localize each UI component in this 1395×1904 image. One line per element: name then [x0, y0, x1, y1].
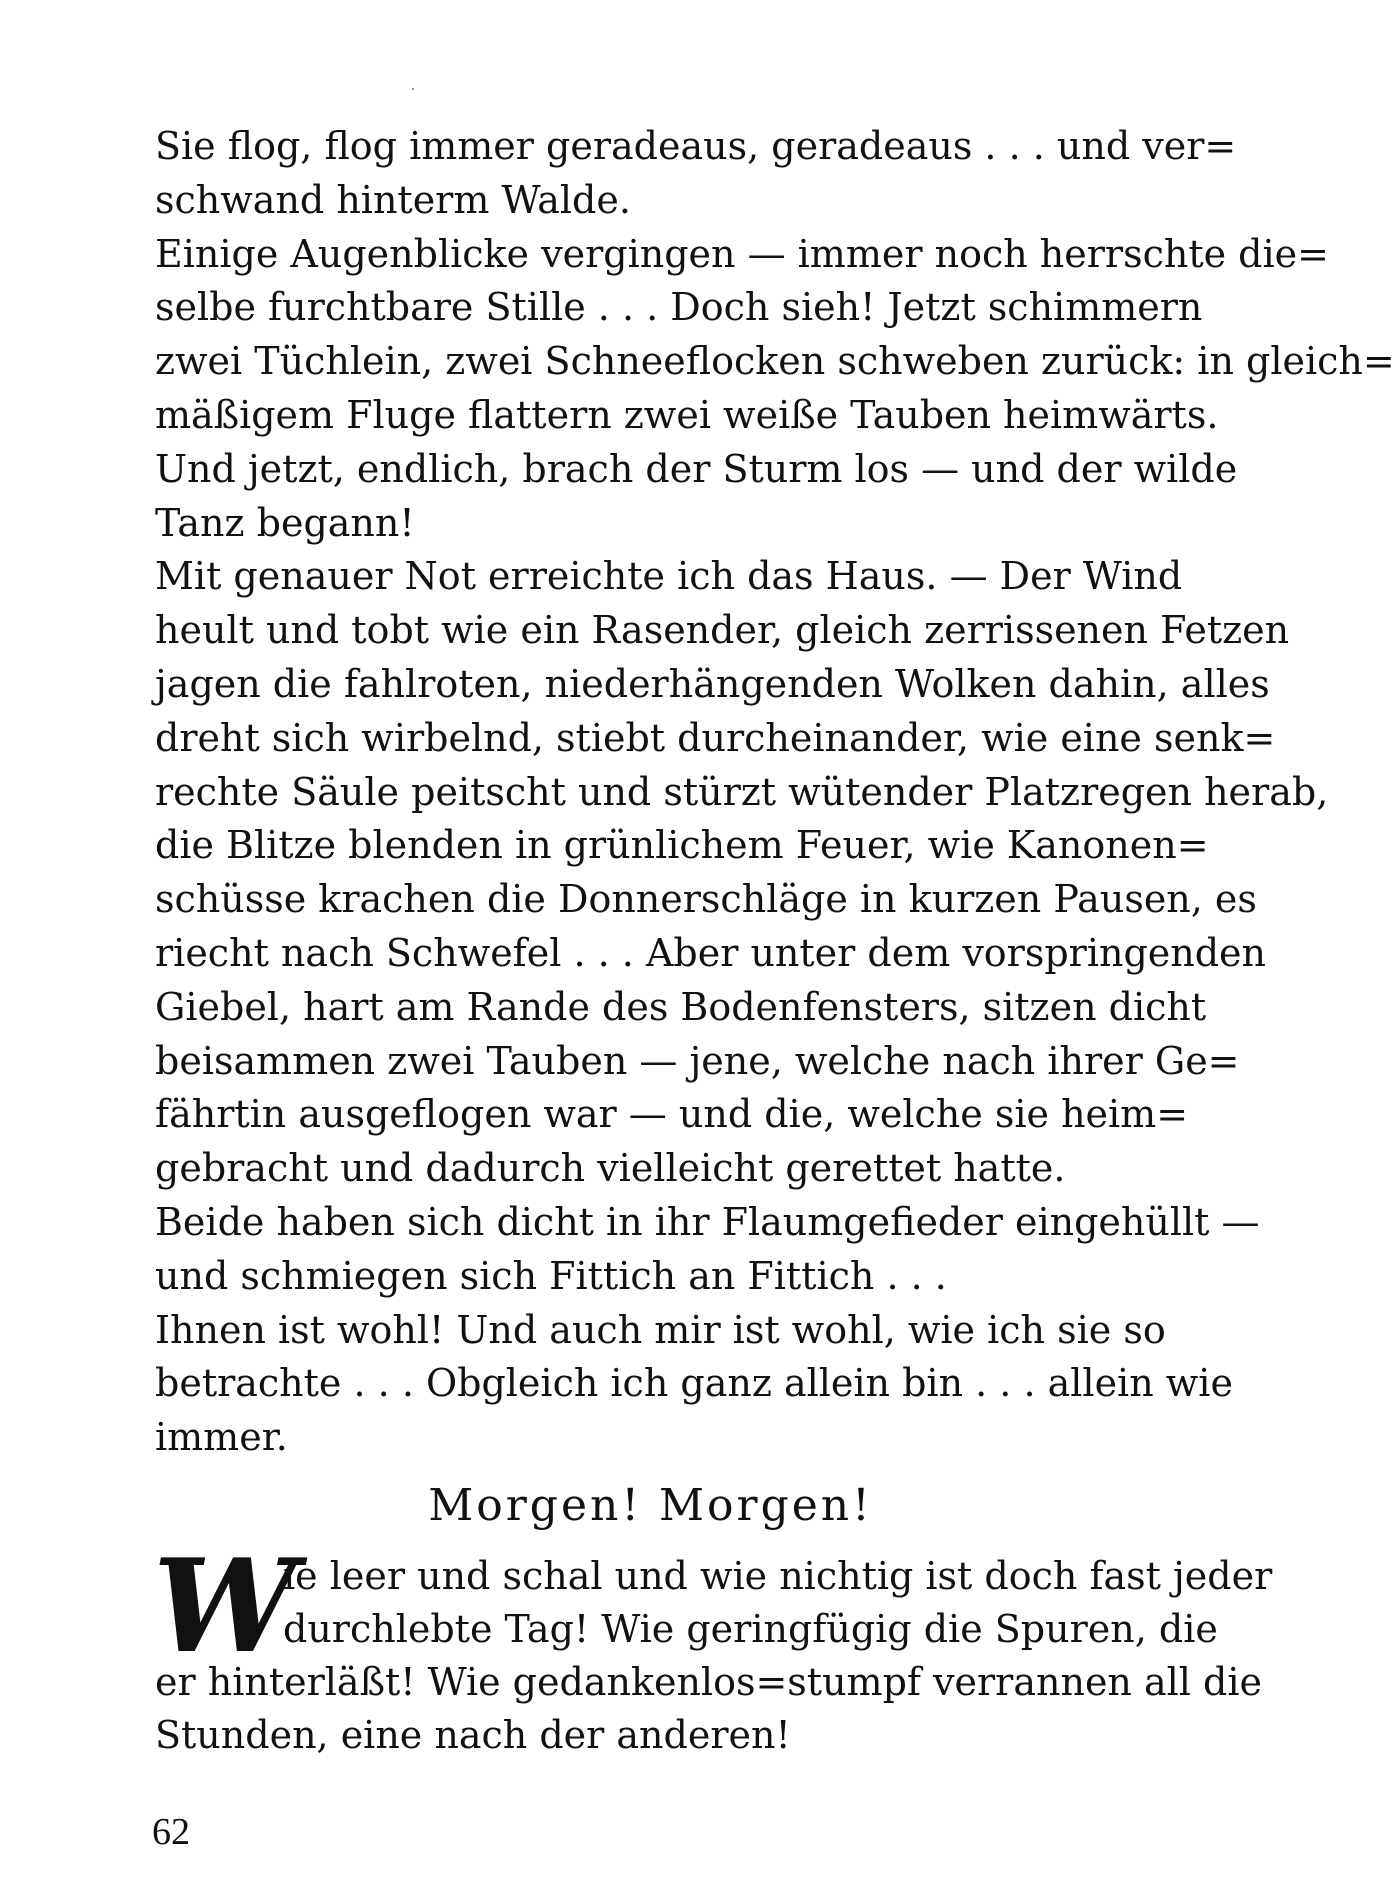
body-line: er hinterläßt! Wie gedankenlos=stumpf verrannen all die	[155, 1660, 1262, 1704]
chapter-text	[153, 1532, 1273, 1762]
body-line: Mit genauer Not erreichte ich das Haus. — Der Wind	[155, 554, 1183, 599]
body-line: die Blitze blenden in grünlichem Feuer, wie Kanonen=	[155, 823, 1209, 868]
body-line: schüsse krachen die Donnerschläge in kurzen Pausen, es	[155, 877, 1257, 922]
chapter-heading: Morgen! Morgen!	[428, 1480, 873, 1531]
body-line: immer.	[155, 1415, 288, 1460]
body-line: Stunden, eine nach der anderen!	[155, 1713, 791, 1757]
body-line: jagen die fahlroten, niederhängenden Wolken dahin, alles	[155, 661, 1270, 706]
body-text	[155, 120, 1395, 1465]
body-line: betrachte . . . Obgleich ich ganz allein bin . . . allein wie	[155, 1361, 1233, 1406]
body-line: Beide haben sich dicht in ihr Flaumgefieder eingehüllt —	[155, 1199, 1260, 1244]
paper-speck	[412, 88, 414, 90]
body-line: zwei Tüchlein, zwei Schneeflocken schweben zurück: in gleich=	[155, 339, 1395, 384]
page-number: 62	[152, 1811, 190, 1853]
body-line: ie leer und schal und wie nichtig ist doch fast jeder	[283, 1554, 1273, 1598]
drop-cap-initial: W	[153, 1532, 297, 1682]
body-line: Ihnen ist wohl! Und auch mir ist wohl, wie ich sie so	[155, 1307, 1166, 1352]
body-line: heult und tobt wie ein Rasender, gleich zerrissenen Fetzen	[155, 608, 1290, 653]
body-line: schwand hinterm Walde.	[155, 177, 631, 222]
body-line: mäßigem Fluge flattern zwei weiße Tauben heimwärts.	[155, 392, 1219, 437]
body-line: gebracht und dadurch vielleicht gerettet hatte.	[155, 1146, 1066, 1191]
body-line: und schmiegen sich Fittich an Fittich . . .	[155, 1253, 947, 1298]
body-line: rechte Säule peitscht und stürzt wütender Platzregen herab,	[155, 769, 1329, 814]
body-line: Tanz begann!	[155, 500, 415, 545]
body-line: riecht nach Schwefel . . . Aber unter dem vorspringenden	[155, 930, 1267, 975]
body-line: Und jetzt, endlich, brach der Sturm los — und der wilde	[155, 446, 1238, 491]
body-line: beisammen zwei Tauben — jene, welche nach ihrer Ge=	[155, 1038, 1240, 1083]
body-line: dreht sich wirbelnd, stiebt durcheinander, wie eine senk=	[155, 715, 1276, 760]
body-line: fährtin ausgeflogen war — und die, welche sie heim=	[155, 1092, 1189, 1137]
body-line: Einige Augenblicke vergingen — immer noch herrschte die=	[155, 231, 1329, 276]
body-line: selbe furchtbare Stille . . . Doch sieh! Jetzt schimmern	[155, 285, 1203, 330]
body-line: durchlebte Tag! Wie geringfügig die Spuren, die	[283, 1607, 1218, 1651]
body-line: Sie flog, flog immer geradeaus, geradeaus . . . und ver=	[155, 124, 1237, 168]
body-line: Giebel, hart am Rande des Bodenfensters, sitzen dicht	[155, 984, 1207, 1029]
